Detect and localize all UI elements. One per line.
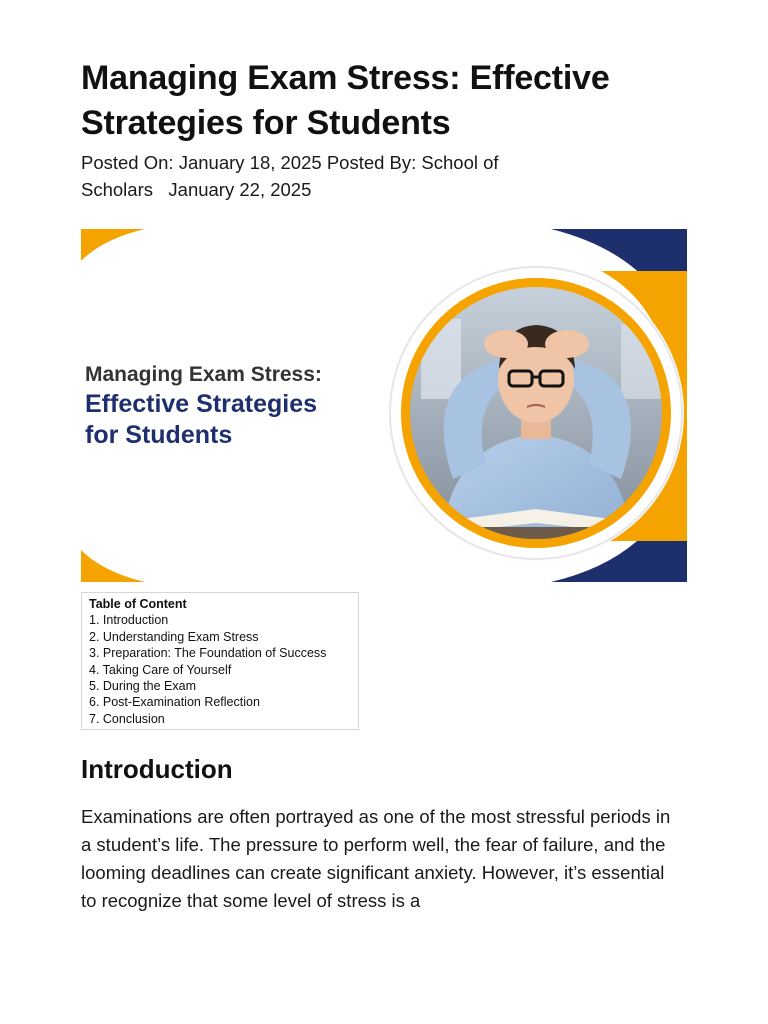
introduction-heading: Introduction [81, 754, 233, 784]
hero-banner [81, 229, 687, 582]
posted-on-label: Posted On: [81, 152, 174, 173]
corner-accent-bottom [81, 550, 145, 582]
author-link[interactable]: School of Scholars [81, 152, 499, 200]
toc-item-introduction[interactable]: 1. Introduction [89, 613, 169, 628]
hero-line-1: Managing Exam Stress: [85, 363, 322, 386]
posted-by-label: Posted By: [326, 152, 417, 173]
toc-item-preparation[interactable]: 3. Preparation: The Foundation of Success [89, 646, 327, 661]
toc-item-during-exam[interactable]: 5. During the Exam [89, 679, 196, 694]
table-of-contents [81, 592, 359, 730]
corner-accent-top [81, 229, 145, 261]
toc-title: Table of Content [89, 597, 187, 611]
updated-date: January 22, 2025 [168, 179, 312, 200]
hero-graphic [81, 229, 687, 582]
introduction-paragraph: Examinations are often portrayed as one of the most stressful periods in a student’s life. The pressure to perform well, the fear of failure, and the looming deadlines can create significant anxiety. However, it’s essential to recognize that some level of stress is a [81, 806, 671, 911]
hero-line-2: Effective Strategies [85, 390, 318, 418]
toc-item-post-examination[interactable]: 6. Post-Examination Reflection [89, 695, 260, 710]
post-meta [81, 149, 531, 203]
toc-list [89, 612, 351, 727]
toc-item-taking-care[interactable]: 4. Taking Care of Yourself [89, 662, 232, 677]
toc-item-conclusion[interactable]: 7. Conclusion [89, 711, 165, 726]
article-title: Managing Exam Stress: Effective Strategies for Students [81, 59, 610, 142]
hero-line-3: for Students [85, 421, 233, 449]
posted-on-date: January 18, 2025 [178, 152, 322, 173]
toc-item-understanding-exam-stress[interactable]: 2. Understanding Exam Stress [89, 629, 259, 644]
